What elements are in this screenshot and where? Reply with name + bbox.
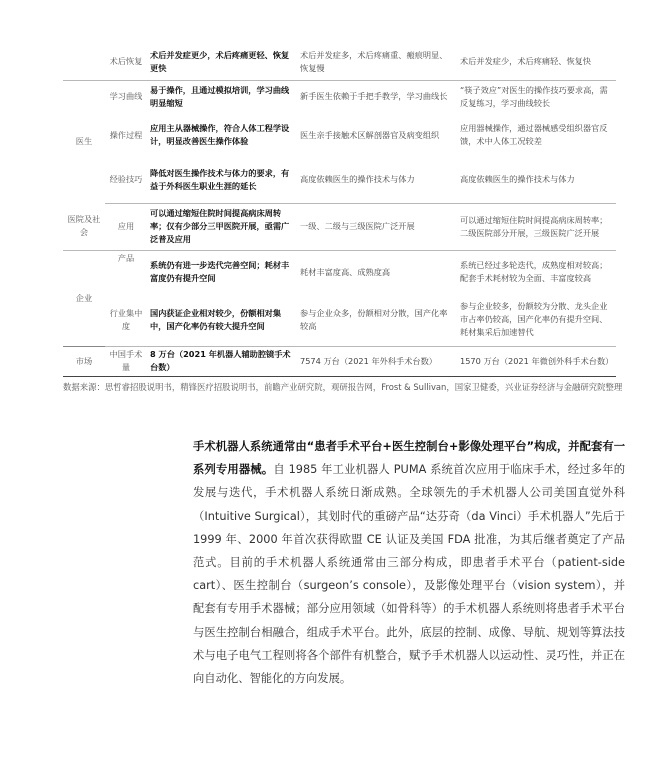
table-row — [63, 346, 616, 376]
robot-cell: 应用主从器械操作，符合人体工程学设计，明显改善医生操作体验 — [150, 123, 290, 146]
subcategory-cell: 术后恢复 — [105, 44, 147, 80]
table-row — [63, 113, 616, 157]
body-paragraph — [193, 435, 625, 690]
robot-cell: 国内获证企业相对较少，份额相对集中，国产化率仍有较大提升空间 — [147, 294, 297, 346]
subcategory-cell: 经验技巧 — [105, 157, 147, 203]
category-cell — [63, 44, 105, 80]
robot-cell: 系统仍有进一步迭代完善空间；耗材丰富度仍有提升空间 — [150, 260, 290, 284]
category-cell: 医生 — [75, 136, 93, 147]
lead-sentence: 手术机器人系统通常由“患者手术平台+医生控制台+影像处理平台”构成，并配套有一系列专用器械。 — [193, 440, 625, 477]
laparoscopy-cell: 1570 万台（2021 年微创外科手术台数） — [457, 346, 616, 376]
laparoscopy-cell: 高度依赖医生的操作技术与体力 — [457, 157, 616, 203]
table-row — [63, 203, 616, 250]
comparison-table — [63, 44, 616, 377]
open-surgery-cell: 参与企业众多，份额相对分散，国产化率较高 — [297, 294, 457, 346]
open-surgery-cell: 医生亲手接触术区解剖器官及病变组织 — [300, 129, 440, 140]
subcategory-cell: 产品 — [117, 252, 135, 263]
open-surgery-cell: 耗材丰富度高、成熟度高 — [300, 266, 391, 277]
laparoscopy-cell: 参与企业较多，份额较为分散、龙头企业市占率仍较高，国产化率仍有提升空间、耗材集采后加速替代 — [457, 294, 616, 346]
laparoscopy-cell: 术后并发症少，术后疼痛轻、恢复快 — [457, 44, 616, 80]
table-row — [63, 157, 616, 203]
category-cell: 市场 — [63, 346, 105, 376]
subcategory-cell: 中国手术量 — [105, 346, 147, 376]
open-surgery-cell: 术后并发症多，术后疼痛重、瘢痕明显、恢复慢 — [297, 44, 457, 80]
robot-cell: 可以通过缩短住院时间提高病床周转率；仅有少部分三甲医院开展，亟需广泛普及应用 — [147, 203, 297, 250]
table-row — [63, 250, 616, 294]
laparoscopy-cell: 可以通过缩短住院时间提高病床周转率；二级医院部分开展，三级医院广泛开展 — [457, 203, 616, 250]
table-row — [63, 44, 616, 80]
robot-cell: 降低对医生操作技术与体力的要求，有益于外科医生职业生涯的延长 — [147, 157, 297, 203]
paragraph-body: 自 1985 年工业机器人 PUMA 系统首次应用于临床手术，经过多年的发展与迭代，手术机器人系统日渐成熟。全球领先的手术机器人公司美国直觉外科（Intuitive Surgical），其划时代的重磅产品“达芬奇（da Vinci）手术机器人”先后于 1999 年、2000 年首次获得欧盟 CE 认证及美国 FDA 批准，为其后继者奠定了产品范式。目前的手术机器人系统通常由三部分构成，即患者手术平台（patient-side cart）、医生控制台（surgeon’s console），及影像处理平台（vision system），并配套有专用手术器械；部分应用领域（如骨科等）的手术机器人系统则将患者手术平台与医生控制台相融合，组成手术平台。此外，底层的控制、成像、导航、规划等算法技术与电子电气工程则将各个部件有机整合，赋予手术机器人以运动性、灵巧性，并正在向自动化、智能化的方向发展。 — [193, 463, 625, 686]
open-surgery-cell: 高度依赖医生的操作技术与体力 — [297, 157, 457, 203]
robot-cell: 8 万台（2021 年机器人辅助腔镜手术台数） — [147, 346, 297, 376]
subcategory-cell: 行业集中度 — [105, 294, 147, 346]
open-surgery-cell: 新手医生依赖于手把手教学，学习曲线长 — [300, 91, 448, 102]
laparoscopy-cell: 应用器械操作，通过器械感受组织器官反馈，术中人体工况较差 — [460, 123, 608, 146]
subcategory-cell: 学习曲线 — [109, 91, 143, 102]
table-row — [63, 80, 616, 113]
data-source-note: 数据来源：思哲睿招股说明书，精锋医疗招股说明书，前瞻产业研究院，观研报告网，Frost & Sullivan，国家卫健委，兴业证券经济与金融研究院整理 — [63, 382, 623, 392]
subcategory-cell: 应用 — [105, 203, 147, 250]
laparoscopy-cell: “筷子效应”对医生的操作技巧要求高，需反复练习，学习曲线较长 — [460, 84, 608, 108]
category-cell: 企业 — [75, 292, 93, 303]
open-surgery-cell: 一级、二级与三级医院广泛开展 — [297, 203, 457, 250]
category-cell: 医院及社会 — [63, 203, 105, 250]
robot-cell: 易于操作，且通过模拟培训，学习曲线明显缩短 — [150, 84, 290, 108]
open-surgery-cell: 7574 万台（2021 年外科手术台数） — [297, 346, 457, 376]
laparoscopy-cell: 系统已经过多轮迭代，成熟度相对较高；配套手术耗材较为全面、丰富度较高 — [460, 260, 608, 284]
robot-cell: 术后并发症更少，术后疼痛更轻、恢复更快 — [147, 44, 297, 80]
table-row — [63, 294, 616, 346]
subcategory-cell: 操作过程 — [109, 129, 143, 140]
